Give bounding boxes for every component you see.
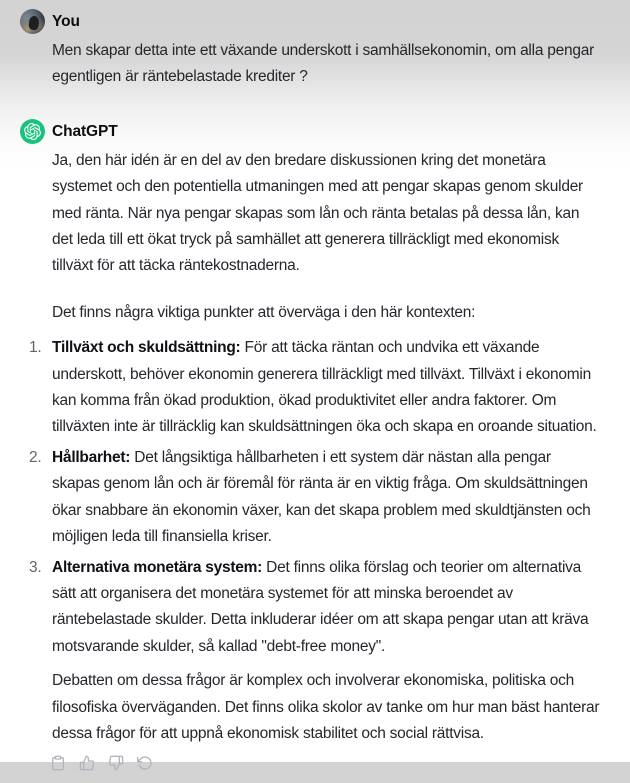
assistant-message xyxy=(20,119,602,783)
list-item-number: 1. xyxy=(29,339,42,357)
user-message-text: Men skapar detta inte ett växande underskott i samhällsekonomin, om alla pengar egentligen är räntebelastade krediter ? xyxy=(52,42,595,86)
list-item-number: 3. xyxy=(29,558,42,576)
list-item xyxy=(29,555,602,661)
list-item xyxy=(29,335,602,441)
list-item-label: Hållbarhet: xyxy=(52,448,131,466)
openai-logo-icon xyxy=(24,123,41,140)
assistant-paragraph-2: Det finns några viktiga punkter att överväga i den här kontexten: xyxy=(52,303,476,321)
thumbs-down-icon xyxy=(108,755,124,771)
user-message xyxy=(20,9,602,91)
list-item-number: 2. xyxy=(29,448,42,466)
thumbs-up-icon xyxy=(79,755,95,771)
list-item xyxy=(29,445,602,551)
list-item-label: Alternativa monetära system: xyxy=(52,558,263,576)
thumbs-down-button[interactable] xyxy=(107,754,124,771)
chatgpt-avatar xyxy=(20,119,45,144)
thumbs-up-button[interactable] xyxy=(78,754,95,771)
response-action-bar xyxy=(49,754,602,783)
list-item-text: Det finns olika förslag och teorier om alternativa sätt att organisera det monetära systemet för att minska beroendet av räntebelastade skulder. Detta inkluderar idéer om att skapa pengar utan att kräva motsvarande skulder, så kallad "debt-free money". xyxy=(52,558,589,655)
user-sender-name: You xyxy=(52,13,80,30)
assistant-sender-name: ChatGPT xyxy=(52,122,118,140)
regenerate-icon xyxy=(137,755,153,771)
regenerate-button[interactable] xyxy=(136,754,153,771)
list-item-text: Det långsiktiga hållbarheten i ett system där nästan alla pengar skapas genom lån och är föremål för ränta är en viktig fråga. Om skuldsättningen ökar snabbare än ekonomin växer, kan det skapa problem med skuldtjänsten och möjligen leda till finansiella kriser. xyxy=(52,448,591,546)
user-avatar xyxy=(20,9,45,34)
assistant-paragraph-1: Ja, den här idén är en del av den bredare diskussionen kring det monetära systemet och den potentiella utmaningen med att pengar skapas genom skulder med ränta. När nya pengar skapas som lån och ränta betalas på dessa lån, kan det leda till ett ökat tryck på samhället att generera tillräckligt med ekonomisk tillväxt för att täcka räntekostnaderna. xyxy=(52,151,583,275)
clipboard-icon xyxy=(50,755,66,771)
assistant-numbered-list xyxy=(29,335,602,660)
assistant-message-body xyxy=(29,148,602,783)
copy-button[interactable] xyxy=(49,754,66,771)
user-message-body xyxy=(52,38,602,91)
assistant-paragraph-3: Debatten om dessa frågor är komplex och involverar ekonomiska, politiska och filosofiska överväganden. Det finns olika skolor av tanke om hur man bäst hanterar dessa frågor för att uppnå ekonomisk stabilitet och social rättvisa. xyxy=(52,672,600,742)
list-item-text: För att täcka räntan och undvika ett växande underskott, behöver ekonomin generera tillräckligt med tillväxt. Tillväxt i ekonomin kan komma från ökad produktion, ökad produktivitet eller andra faktorer. Om tillväxten inte är tillräcklig kan skuldsättningen öka och skapa en oroande situation. xyxy=(52,339,597,436)
list-item-label: Tillväxt och skuldsättning: xyxy=(52,339,241,357)
